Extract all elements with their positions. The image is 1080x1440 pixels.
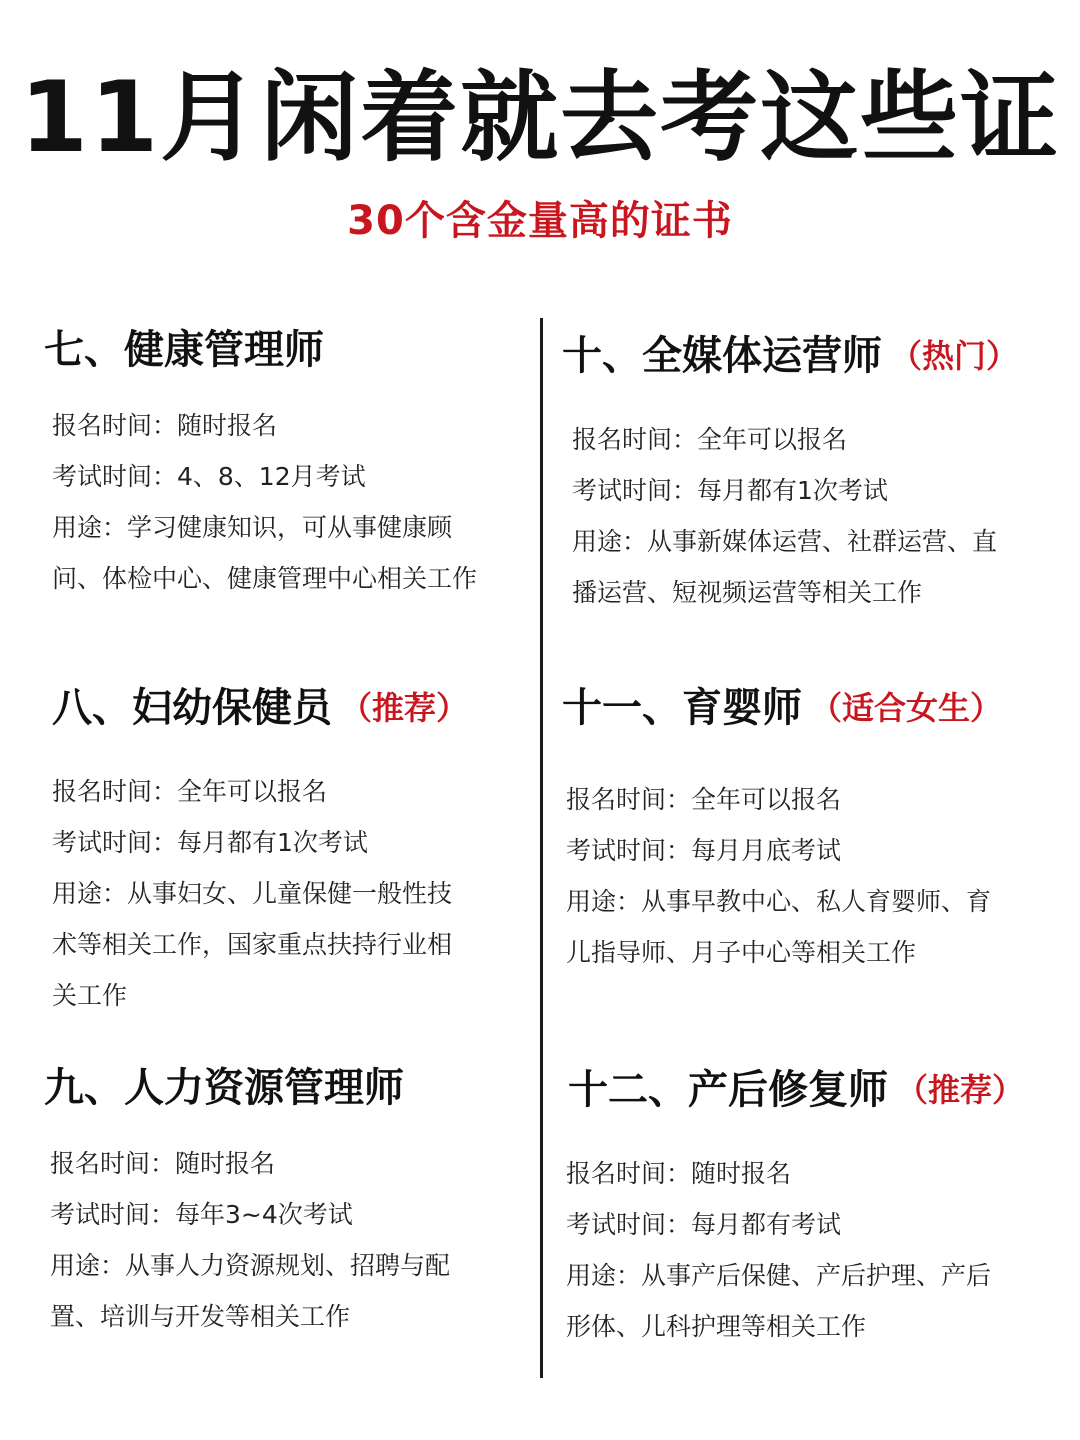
usage-line: 关工作	[52, 981, 128, 1010]
section-health-manager	[44, 322, 477, 604]
section-media-operator	[562, 328, 1018, 618]
section-body	[52, 400, 477, 604]
section-body	[50, 1138, 450, 1342]
usage-line: 用途：从事早教中心、私人育婴师、育	[566, 887, 992, 916]
section-title: 十一、育婴师	[562, 685, 802, 731]
section-body	[572, 414, 1018, 618]
section-header	[562, 328, 1018, 384]
usage-line: 儿指导师、月子中心等相关工作	[566, 938, 917, 967]
page-subtitle: 30个含金量高的证书	[347, 198, 733, 244]
exam-time: 考试时间：每月都有1次考试	[572, 476, 888, 505]
section-title: 十二、产后修复师	[568, 1067, 888, 1113]
exam-time: 考试时间：每年3~4次考试	[50, 1200, 353, 1229]
section-title: 七、健康管理师	[44, 327, 324, 373]
column-divider	[540, 318, 543, 1378]
section-header	[568, 1062, 1024, 1118]
section-postpartum-repair	[568, 1062, 1024, 1352]
section-body	[52, 766, 468, 1021]
signup-time: 报名时间：全年可以报名	[572, 425, 848, 454]
exam-time: 考试时间：4、8、12月考试	[52, 462, 366, 491]
signup-time: 报名时间：随时报名	[50, 1149, 276, 1178]
signup-time: 报名时间：全年可以报名	[52, 777, 328, 806]
section-title: 十、全媒体运营师	[562, 333, 882, 379]
section-header	[562, 680, 1002, 736]
signup-time: 报名时间：全年可以报名	[566, 785, 842, 814]
section-hr-manager	[44, 1060, 450, 1342]
exam-time: 考试时间：每月月底考试	[566, 836, 842, 865]
usage-line: 用途：学习健康知识，可从事健康顾	[52, 513, 453, 542]
usage-line: 术等相关工作，国家重点扶持行业相	[52, 930, 453, 959]
section-childcare-specialist	[562, 680, 1002, 978]
usage-line: 播运营、短视频运营等相关工作	[572, 578, 923, 607]
exam-time: 考试时间：每月都有考试	[566, 1210, 842, 1239]
usage-line: 形体、儿科护理等相关工作	[566, 1312, 867, 1341]
section-tag: （适合女生）	[810, 689, 1003, 727]
section-header	[52, 680, 468, 736]
section-tag: （推荐）	[340, 689, 469, 727]
section-body	[566, 1148, 1024, 1352]
section-title: 八、妇幼保健员	[52, 685, 332, 731]
usage-line: 用途：从事新媒体运营、社群运营、直	[572, 527, 998, 556]
signup-time: 报名时间：随时报名	[566, 1159, 792, 1188]
section-tag: （热门）	[890, 337, 1019, 375]
section-header	[44, 322, 477, 378]
section-maternal-child-health	[52, 680, 468, 1021]
section-header	[44, 1060, 450, 1116]
section-tag: （推荐）	[896, 1071, 1025, 1109]
signup-time: 报名时间：随时报名	[52, 411, 278, 440]
usage-line: 置、培训与开发等相关工作	[50, 1302, 351, 1331]
page-title: 11月闲着就去考这些证	[19, 61, 1061, 175]
exam-time: 考试时间：每月都有1次考试	[52, 828, 368, 857]
section-body	[566, 774, 1002, 978]
usage-line: 用途：从事妇女、儿童保健一般性技	[52, 879, 453, 908]
usage-line: 用途：从事产后保健、产后护理、产后	[566, 1261, 992, 1290]
usage-line: 用途：从事人力资源规划、招聘与配	[50, 1251, 451, 1280]
section-title: 九、人力资源管理师	[44, 1065, 404, 1111]
usage-line: 问、体检中心、健康管理中心相关工作	[52, 564, 478, 593]
